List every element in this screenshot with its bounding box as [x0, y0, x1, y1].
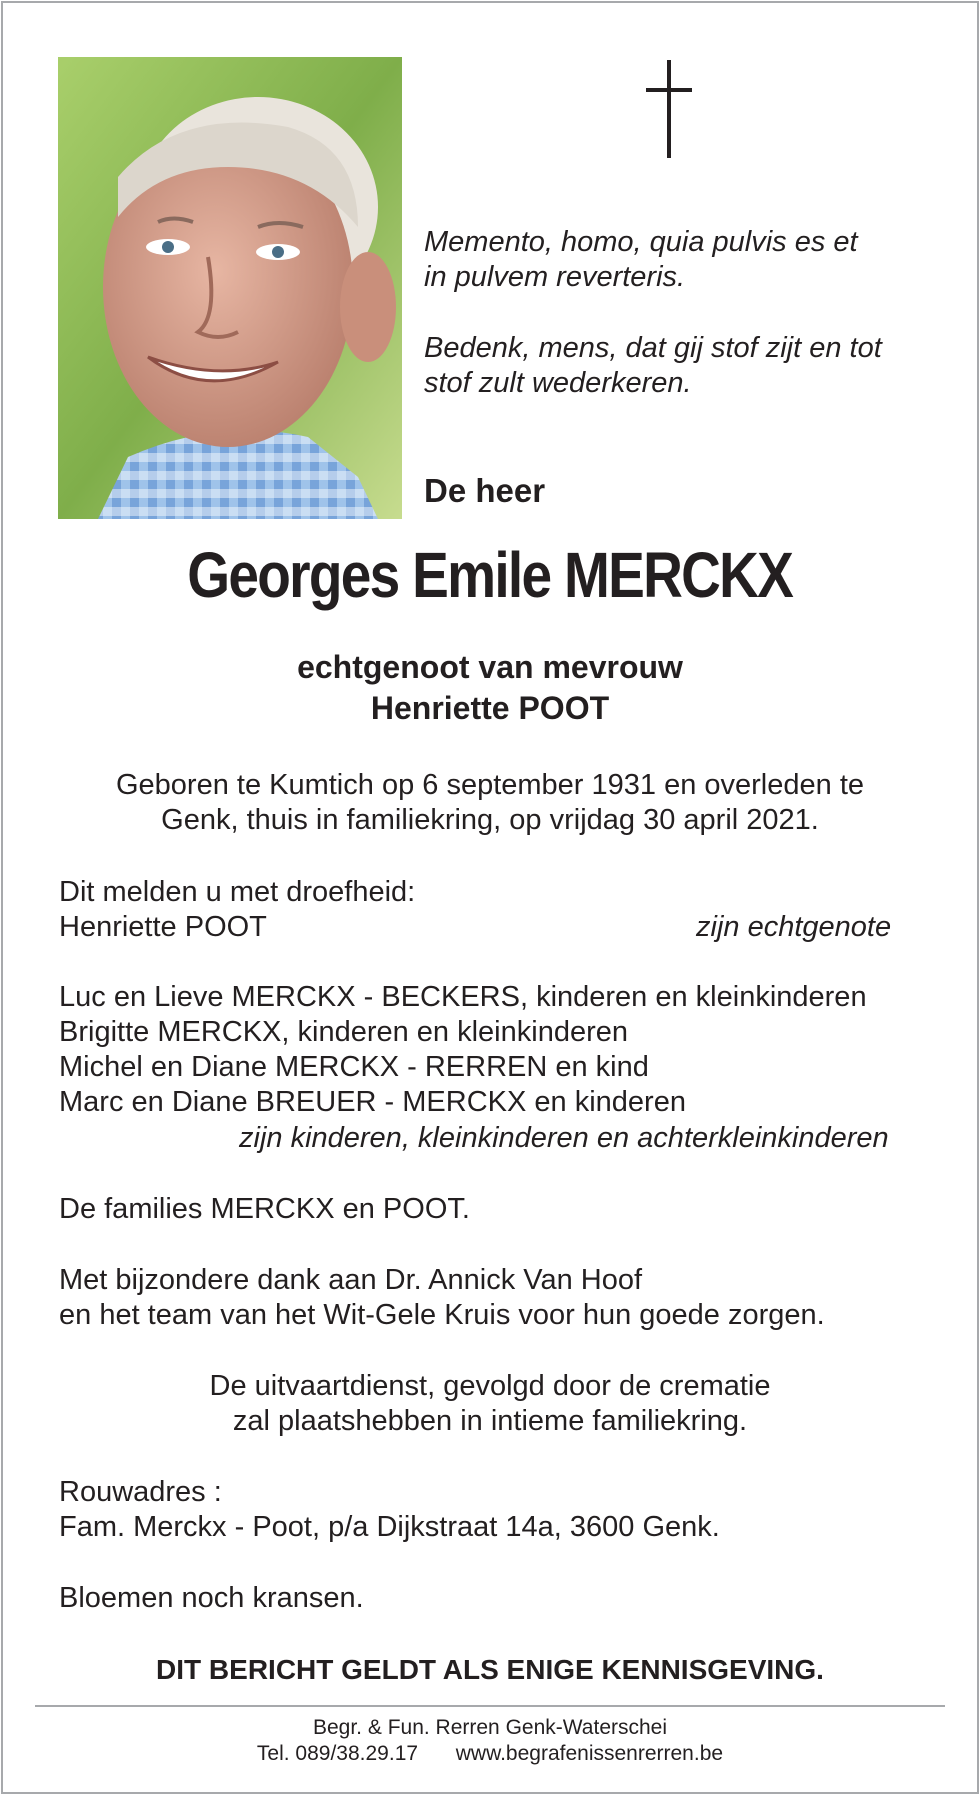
flowers-note: Bloemen noch kransen. [59, 1582, 364, 1614]
footer-company: Begr. & Fun. Rerren Genk-Waterschei [312, 1716, 668, 1739]
footer-contact [0, 1742, 980, 1766]
spouse-line2: Henriette POOT [370, 690, 610, 726]
portrait-image [58, 57, 402, 519]
spouse-role: zijn echtgenote [696, 911, 892, 943]
birth-death-line1: Geboren te Kumtich op 6 september 1931 en overleden te [115, 769, 865, 801]
child-line-1: Luc en Lieve MERCKX - BECKERS, kinderen en kleinkinderen [59, 981, 867, 1013]
quote-latin-line2: in pulvem reverteris. [424, 261, 686, 293]
footer-phone: Tel. 089/38.29.17 [256, 1742, 419, 1765]
spouse-name: Henriette POOT [59, 911, 267, 943]
birth-death-line2: Genk, thuis in familiekring, op vrijdag 30 april 2021. [161, 804, 819, 836]
thanks-line2: en het team van het Wit-Gele Kruis voor hun goede zorgen. [59, 1299, 825, 1331]
notice-banner: DIT BERICHT GELDT ALS ENIGE KENNISGEVING. [156, 1654, 824, 1685]
quote-dutch-line2: stof zult wederkeren. [424, 367, 692, 399]
footer-website[interactable]: www.begrafenissenrerren.be [455, 1742, 724, 1765]
announcement-intro: Dit melden u met droefheid: [59, 876, 416, 908]
spouse-line1: echtgenoot van mevrouw [297, 649, 683, 685]
footer-divider [35, 1705, 945, 1707]
cross-icon [642, 60, 702, 160]
child-line-4: Marc en Diane BREUER - MERCKX en kinderen [59, 1086, 686, 1118]
deceased-name: Georges Emile MERCKX [187, 539, 793, 611]
ceremony-line1: De uitvaartdienst, gevolgd door de crematie [209, 1370, 771, 1402]
families: De families MERCKX en POOT. [59, 1193, 470, 1225]
portrait-photo [58, 57, 402, 519]
honorific: De heer [424, 472, 546, 509]
address-label: Rouwadres : [59, 1476, 222, 1508]
address-value: Fam. Merckx - Poot, p/a Dijkstraat 14a, 3600 Genk. [59, 1511, 720, 1543]
quote-latin-line1: Memento, homo, quia pulvis es et [424, 226, 858, 258]
children-role: zijn kinderen, kleinkinderen en achterkleinkinderen [239, 1122, 889, 1154]
thanks-line1: Met bijzondere dank aan Dr. Annick Van Hoof [59, 1264, 643, 1296]
quote-dutch-line1: Bedenk, mens, dat gij stof zijt en tot [424, 332, 882, 364]
child-line-2: Brigitte MERCKX, kinderen en kleinkinderen [59, 1016, 628, 1048]
ceremony-line2: zal plaatshebben in intieme familiekring. [232, 1405, 748, 1437]
child-line-3: Michel en Diane MERCKX - RERREN en kind [59, 1051, 649, 1083]
